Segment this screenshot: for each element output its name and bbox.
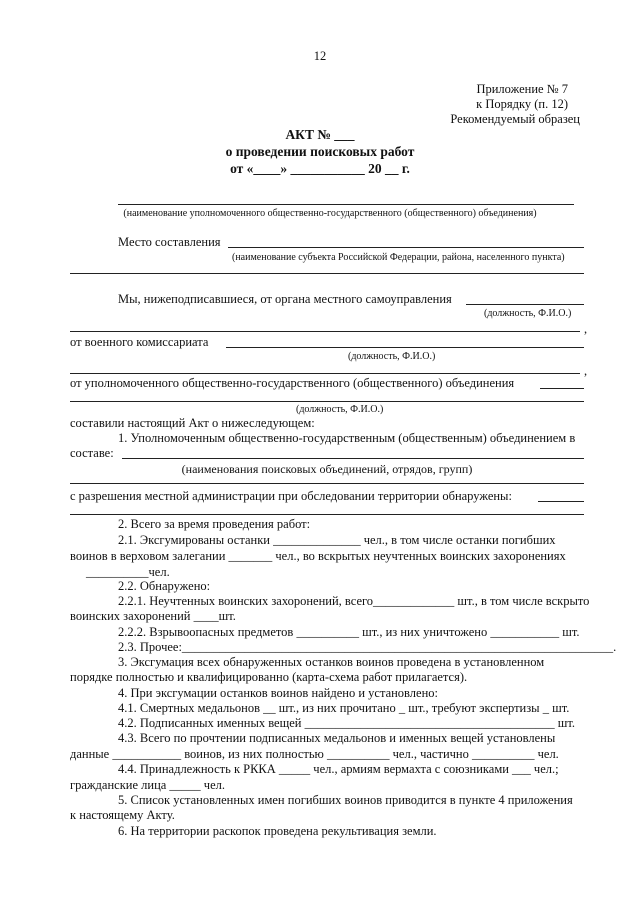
- paragraph-3-line-1: 3. Эксгумация всех обнаруженных останков воинов проведена в установленном: [118, 655, 545, 669]
- paragraph-2: 2. Всего за время проведения работ:: [118, 517, 311, 531]
- permission-line: [538, 501, 584, 502]
- paragraph-6: 6. На территории раскопок проведена рекультивация земли.: [118, 824, 437, 838]
- commissariat-line: [226, 347, 584, 348]
- groups-line-2: [70, 483, 584, 484]
- order-reference: к Порядку (п. 12): [476, 97, 568, 111]
- paragraph-4-2: 4.2. Подписанных именных вещей ________________________________________ шт.: [118, 716, 575, 730]
- paragraph-1-line-1: 1. Уполномоченным общественно-государственным (общественным) объединением в: [118, 431, 576, 445]
- paragraph-4: 4. При эксгумации останков воинов найдено и установлено:: [118, 686, 438, 700]
- paragraph-4-4-line-2: гражданские лица _____ чел.: [70, 778, 226, 792]
- paragraph-2-2-1-line-2: воинских захоронений ____шт.: [70, 609, 236, 623]
- paragraph-2-1-line-3: __________чел.: [86, 565, 170, 579]
- drew-up-text: составили настоящий Акт о нижеследующем:: [70, 416, 315, 430]
- act-date-line: от «____» ___________ 20 __ г.: [230, 161, 410, 176]
- comma-1: ,: [584, 322, 588, 336]
- paragraph-4-3-line-1: 4.3. Всего по прочтении подписанных медальонов и именных вещей установлены: [118, 731, 556, 745]
- page-number: 12: [313, 49, 327, 63]
- paragraph-2-2-2: 2.2.2. Взрывоопасных предметов __________ шт., из них уничтожено ___________ шт.: [118, 625, 580, 639]
- org-name-caption: (наименование уполномоченного общественно-государственного (общественного) объединения): [123, 208, 537, 219]
- place-caption: (наименование субъекта Российской Федерации, района, населенного пункта): [232, 252, 565, 263]
- paragraph-5-line-2: к настоящему Акту.: [70, 808, 175, 822]
- from-org-label: от уполномоченного общественно-государственного (общественного) объединения: [70, 376, 515, 390]
- act-subtitle: о проведении поисковых работ: [225, 144, 415, 159]
- sample-label: Рекомендуемый образец: [450, 112, 580, 126]
- permission-text: с разрешения местной администрации при обследовании территории обнаружены:: [70, 489, 512, 503]
- org-name-line: [118, 204, 574, 205]
- place-label: Место составления: [118, 235, 221, 249]
- position-caption-2: (должность, Ф.И.О.): [348, 351, 436, 362]
- local-gov-line-2: [70, 331, 580, 332]
- from-org-line: [540, 388, 584, 389]
- appendix-number: Приложение № 7: [476, 82, 568, 96]
- groups-line: [122, 458, 584, 459]
- paragraph-1-line-2: составе:: [70, 446, 114, 460]
- permission-line-2: [70, 514, 584, 515]
- commissariat-label: от военного комиссариата: [70, 335, 209, 349]
- place-line-2: [70, 273, 584, 274]
- position-caption-3: (должность, Ф.И.О.): [296, 404, 384, 415]
- paragraph-2-1-line-2: воинов в верховом залегании _______ чел., во вскрытых неучтенных воинских захоронениях: [70, 549, 566, 563]
- paragraph-5-line-1: 5. Список установленных имен погибших воинов приводится в пункте 4 приложения: [118, 793, 573, 807]
- paragraph-2-1-line-1: 2.1. Эксгумированы останки ______________ чел., в том числе останки погибших: [118, 533, 556, 547]
- comma-2: ,: [584, 364, 588, 378]
- local-gov-line: [466, 304, 584, 305]
- paragraph-2-2: 2.2. Обнаружено:: [118, 579, 211, 593]
- paragraph-3-line-2: порядке полностью и квалифицированно (карта-схема работ прилагается).: [70, 670, 468, 684]
- position-caption-1: (должность, Ф.И.О.): [484, 308, 572, 319]
- place-line: [228, 247, 584, 248]
- act-title: АКТ № ___: [285, 127, 355, 142]
- commissariat-line-2: [70, 373, 580, 374]
- paragraph-4-3-line-2: данные ___________ воинов, из них полностью __________ чел., частично __________ чел.: [70, 747, 559, 761]
- paragraph-2-3: 2.3. Прочее:_____________________________________________________________________.: [118, 640, 617, 654]
- undersigned-text: Мы, нижеподписавшиеся, от органа местного самоуправления: [118, 292, 452, 306]
- from-org-line-2: [70, 401, 584, 402]
- paragraph-4-1: 4.1. Смертных медальонов __ шт., из них прочитано _ шт., требуют экспертизы _ шт.: [118, 701, 570, 715]
- paragraph-4-4-line-1: 4.4. Принадлежность к РККА _____ чел., армиям вермахта с союзниками ___ чел.;: [118, 762, 559, 776]
- paragraph-2-2-1-line-1: 2.2.1. Неучтенных воинских захоронений, всего_____________ шт., в том числе вскрыто: [118, 594, 590, 608]
- groups-caption: (наименования поисковых объединений, отрядов, групп): [181, 462, 473, 476]
